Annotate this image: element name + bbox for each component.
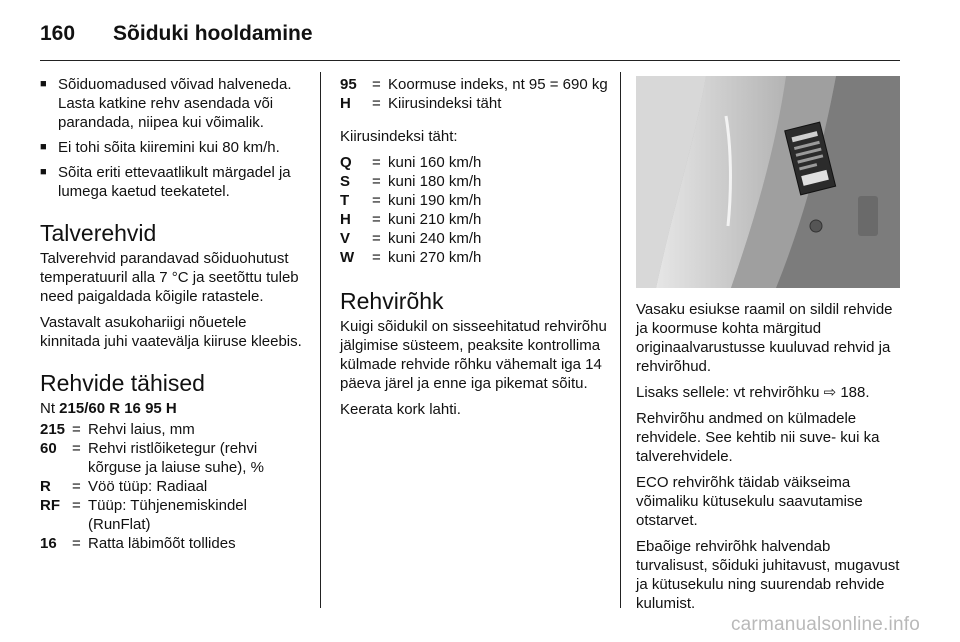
def-value: Rehvi ristlõiketegur (rehvi kõrguse ja laiuse suhe), % <box>88 440 264 476</box>
table-row <box>40 496 308 534</box>
reference-text: Lisaks sellele: vt rehvirõhku <box>636 384 824 401</box>
def-key: H <box>340 211 351 228</box>
table-row <box>40 420 308 439</box>
page-reference-arrow-icon[interactable]: ⇨ <box>823 384 837 401</box>
def-eq: = <box>372 211 381 228</box>
def-value: Vöö tüüp: Radiaal <box>88 478 208 495</box>
paragraph: ECO rehvirõhk täidab väikseima võimaliku kütusekulu saavutamise otstarvet. <box>636 474 863 529</box>
table-row <box>340 172 481 191</box>
door-frame-illustration <box>636 76 900 288</box>
column-left <box>40 75 308 561</box>
page-reference[interactable]: 188. <box>836 384 870 401</box>
table-row <box>340 248 481 267</box>
def-key: 95 <box>340 76 357 93</box>
def-key: R <box>40 478 51 495</box>
page-number: 160 <box>40 22 76 45</box>
paragraph-with-reference <box>636 383 900 402</box>
def-value: kuni 180 km/h <box>388 173 482 190</box>
list-item: ■ Sõita eriti ettevaatlikult märgadel ja lumega kaetud teekatetel. <box>40 163 308 201</box>
def-value: Rehvi laius, mm <box>88 421 195 438</box>
def-value: kuni 270 km/h <box>388 249 482 266</box>
paragraph: Vasaku esiukse raamil on sildil rehvide ja koormuse kohta märgitud originaalvarustusse kuuluvad rehvid ja rehvirõhud. <box>636 301 893 375</box>
def-eq: = <box>72 535 81 552</box>
def-value: kuni 240 km/h <box>388 230 482 247</box>
paragraph: Ebaõige rehvirõhk halvendab turvalisust, sõiduki juhitavust, mugavust ja kütusekulu ning suurendab rehvide kulumist. <box>636 538 900 612</box>
def-key: 16 <box>40 535 57 552</box>
table-row <box>340 229 481 248</box>
paragraph: Keerata kork lahti. <box>340 401 461 418</box>
def-eq: = <box>372 173 381 190</box>
column-divider <box>320 72 321 608</box>
table-row <box>340 75 608 94</box>
def-value: Ratta läbimõõt tollides <box>88 535 236 552</box>
def-eq: = <box>372 95 381 112</box>
table-row <box>340 153 481 172</box>
def-eq: = <box>72 421 81 438</box>
def-eq: = <box>72 478 81 495</box>
example-prefix: Nt <box>40 400 60 417</box>
header-divider <box>40 60 900 61</box>
def-eq: = <box>72 497 81 514</box>
def-key: RF <box>40 497 60 514</box>
table-row <box>40 439 308 477</box>
paragraph: Talverehvid parandavad sõiduohutust temperatuuril alla 7 °C ja seetõttu tuleb need paigaldada kõigile ratastele. <box>40 250 299 305</box>
chapter-title: Sõiduki hooldamine <box>113 22 313 45</box>
paragraph: Rehvirõhu andmed on külmadele rehvidele. See kehtib nii suve- kui ka talverehvidele. <box>636 410 880 465</box>
table-row <box>40 534 308 553</box>
def-key: S <box>340 173 351 190</box>
def-value: kuni 210 km/h <box>388 211 482 228</box>
def-key: Q <box>340 154 352 171</box>
list-item: ■ Sõiduomadused võivad halveneda. Lasta katkine rehv asendada või parandada, niipea kui võimalik. <box>40 75 308 132</box>
column-divider <box>620 72 621 608</box>
column-right <box>636 300 900 620</box>
example-line <box>40 399 308 418</box>
section-heading-tyre-pressure: Rehvirõhk <box>340 288 444 314</box>
definition-table <box>340 75 608 113</box>
section-heading-tyre-markings: Rehvide tähised <box>40 370 205 396</box>
def-key: V <box>340 230 351 247</box>
table-row <box>40 477 308 496</box>
table-row <box>340 191 481 210</box>
def-eq: = <box>372 76 381 93</box>
def-key: 60 <box>40 440 57 457</box>
speed-index-table <box>340 153 481 267</box>
def-key: W <box>340 249 355 266</box>
def-eq: = <box>372 249 381 266</box>
door-frame-label-photo <box>636 76 900 288</box>
column-middle <box>340 75 608 426</box>
def-eq: = <box>372 192 381 209</box>
section-heading-winter-tyres: Talverehvid <box>40 220 157 246</box>
def-eq: = <box>372 230 381 247</box>
watermark: carmanualsonline.info <box>730 614 920 635</box>
example-code: 215/60 R 16 95 H <box>59 400 177 417</box>
paragraph: Kiirusindeksi täht: <box>340 128 458 145</box>
paragraph: Kuigi sõidukil on sisseehitatud rehvirõhu jälgimise süsteem, peaksite kontrollima külmade rehvide rõhku vähemalt iga 14 päeva järel ja enne iga pikemat sõitu. <box>340 318 607 392</box>
def-value: Tüüp: Tühjenemiskindel (RunFlat) <box>88 497 247 533</box>
table-row <box>340 94 608 113</box>
def-value: kuni 160 km/h <box>388 154 482 171</box>
def-value: Koormuse indeks, nt 95 = 690 kg <box>388 76 608 93</box>
def-value: kuni 190 km/h <box>388 192 482 209</box>
bullet-list <box>40 75 308 201</box>
def-value: Kiirusindeksi täht <box>388 95 502 112</box>
page-header <box>40 14 313 54</box>
def-eq: = <box>72 440 81 457</box>
def-key: T <box>340 192 350 209</box>
def-eq: = <box>372 154 381 171</box>
def-key: 215 <box>40 421 66 438</box>
def-key: H <box>340 95 351 112</box>
list-item: ■ Ei tohi sõita kiiremini kui 80 km/h. <box>40 138 308 157</box>
table-row <box>340 210 481 229</box>
paragraph: Vastavalt asukohariigi nõuetele kinnitada juhi vaatevälja kiiruse kleebis. <box>40 314 302 350</box>
definition-table <box>40 420 308 553</box>
